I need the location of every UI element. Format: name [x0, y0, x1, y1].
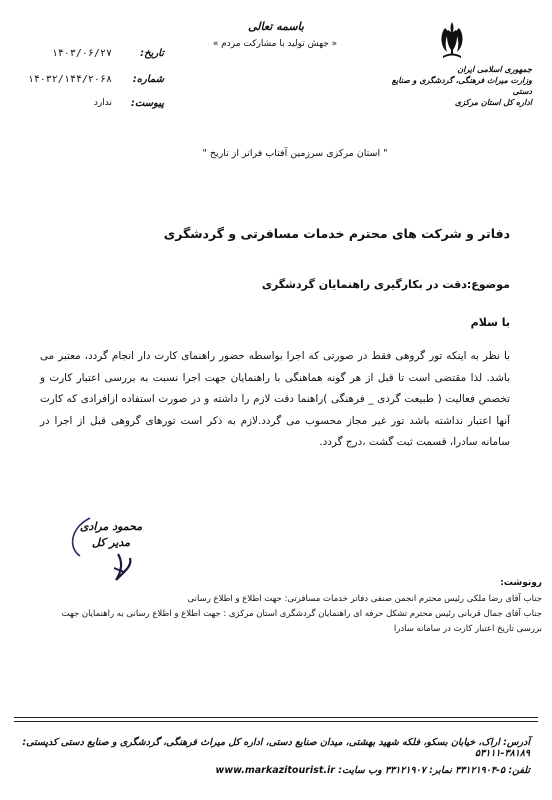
ministry-line-2: وزارت میراث فرهنگی، گردشگری و صنایع دستی: [391, 76, 532, 96]
greeting: با سلام: [470, 316, 510, 329]
attachment-value: ندارد: [93, 98, 112, 108]
date-value: ۱۴۰۳/۰۶/۲۷: [51, 48, 112, 59]
attachment-label: پیوست:: [130, 98, 164, 109]
letter-body: با نظر به اینکه تور گروهی فقط در صورتی که اجرا بواسطه حضور راهنمای کارت دار انجام گردد، معتبر می باشد. لذا مقتضی است تا قبل از هر گونه هماهنگی با راهنمایان جهت اجرا نسبت به بررسی اعتبار کارت و تخصص فعالیت ( طبیعت گردی _ فرهنگی )راهنما دقت لازم را داشته و در صورت استفاده ازافرادی که کارت آنها اعتبار نداشته باشد تور غیر مجاز محسوب می گردد.لازم به ذکر است تورهای گروهی قبل از اجرا در سامانه سادرا، قسمت ثبت گشت ،درج گردد.: [40, 350, 510, 448]
ministry-name: [382, 64, 532, 108]
iran-emblem-icon: [437, 20, 467, 62]
recipient: دفاتر و شرکت های محترم خدمات مسافرتی و گردشگری: [163, 226, 510, 241]
attachment-row: [14, 98, 164, 114]
cc-item: جناب آقای جمال قربانی رئیس محترم تشکل حرفه ای راهنمایان گردشگری استان مرکزی : جهت اطلاع و اطلاع رسانی به راهنمایان جهت بررسی تاریخ اعتبار کارت در سامانه سادرا: [61, 609, 542, 634]
number-value: ۱۴۰۳۲/۱۴۴/۲۰۶۸: [27, 74, 112, 85]
cc-list: [37, 592, 542, 637]
number-label: شماره:: [132, 74, 164, 85]
footer-address: آدرس: اراک، خیابان بسکو، فلکه شهید بهشتی، میدان صنایع دستی، اداره کل میراث فرهنگی، گردشگری و صنایع دستی کدپستی: ۳۸۱۸۹-۵۳۱۱۱: [22, 737, 530, 759]
province-slogan: " استان مرکزی سرزمین آفتاب فراتر از تاریخ ": [202, 148, 388, 159]
number-row: [14, 74, 164, 90]
subject-line: موضوع:دقت در بکارگیری راهنمایان گردشگری: [261, 278, 510, 291]
ministry-line-3: اداره کل استان مرکزی: [454, 98, 532, 107]
signatory-title: مدیر کل: [91, 536, 131, 549]
ministry-line-1: جمهوری اسلامی ایران: [457, 65, 532, 74]
footer-divider: [14, 717, 538, 718]
signatory-name: محمود مرادی: [79, 520, 143, 533]
cc-title: رونوشت:: [500, 578, 542, 588]
footer-contact: تلفن: ۵-۳۳۱۲۱۹۰۴ نمابر: ۳۳۱۲۱۹۰۷ وب سایت: www.markazitourist.ir: [215, 765, 530, 776]
footer-divider: [14, 721, 538, 722]
date-label: تاریخ:: [140, 48, 164, 59]
basmala: باسمه تعالی: [248, 20, 304, 33]
date-row: [14, 48, 164, 64]
year-motto: « جهش تولید با مشارکت مردم »: [212, 39, 338, 49]
cc-item: جناب آقای رضا ملکی رئیس محترم انجمن صنفی دفاتر خدمات مسافرتی: جهت اطلاع و اطلاع رسانی: [187, 594, 542, 604]
